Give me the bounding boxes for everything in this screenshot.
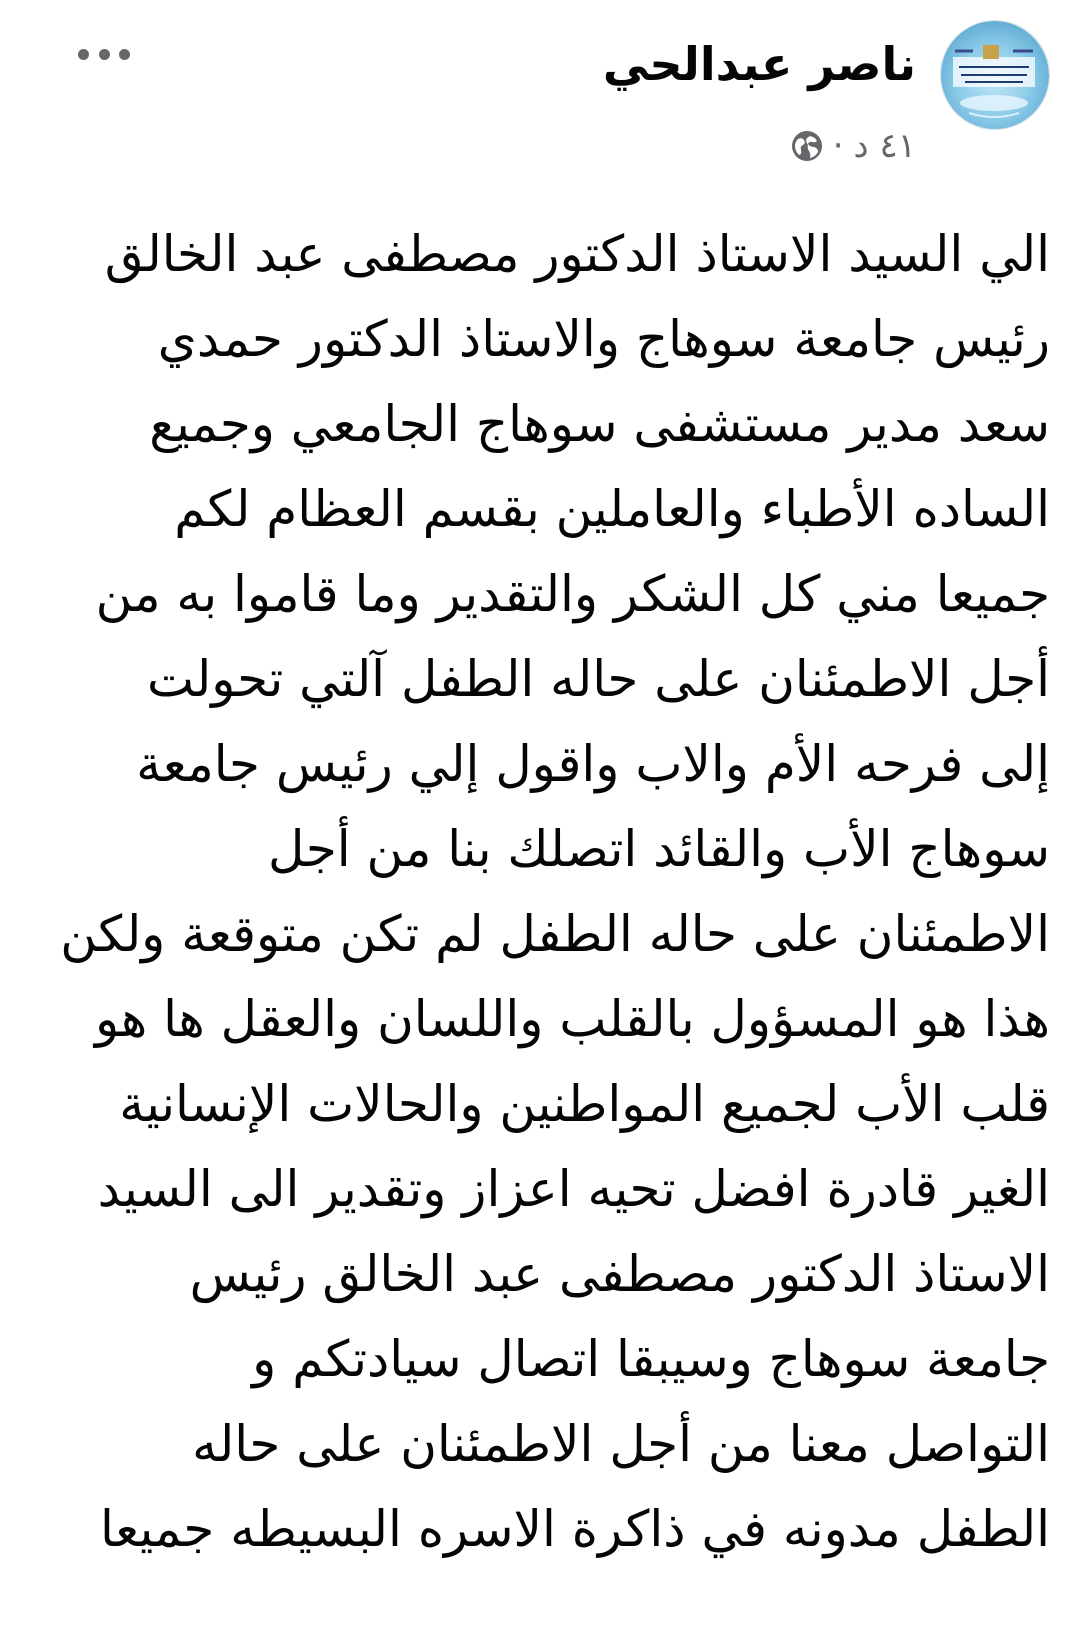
post-body-line: الاطمئنان على حاله الطفل لم تكن متوقعة ولكن (60, 905, 1050, 963)
post-body-line: هذا هو المسؤول بالقلب واللسان والعقل ها هو (95, 990, 1050, 1048)
more-options-icon-dot (99, 49, 110, 60)
post-body-line: الطفل مدونه في ذاكرة الاسره البسيطه جميعا (100, 1500, 1050, 1558)
post-meta (791, 124, 916, 168)
post-body-line: إلى فرحه الأم والاب واقول إلي رئيس جامعة (136, 735, 1050, 793)
post-body-line: رئيس جامعة سوهاج والاستاذ الدكتور حمدي (157, 310, 1050, 368)
post-body-line: أجل الاطمئنان على حاله الطفل آلتي تحولت (146, 650, 1050, 708)
post-body-line: الساده الأطباء والعاملين بقسم العظام لكم (174, 480, 1050, 538)
globe-icon[interactable] (791, 130, 823, 162)
post-body-line: سعد مدير مستشفى سوهاج الجامعي وجميع (149, 395, 1050, 453)
author-avatar[interactable] (940, 20, 1050, 130)
post-body-line: قلب الأب لجميع المواطنين والحالات الإنسانية (119, 1075, 1050, 1133)
post-body-line: الاستاذ الدكتور مصطفى عبد الخالق رئيس (189, 1245, 1050, 1303)
author-name[interactable]: ناصر عبدالحي (602, 37, 916, 91)
post-timestamp[interactable]: ٤١ د (853, 126, 916, 166)
post-header (30, 14, 1050, 174)
more-options-icon-dot (78, 49, 89, 60)
post-body-line: الغير قادرة افضل تحيه اعزاز وتقدير الى السيد (97, 1160, 1050, 1218)
page-logo-avatar-icon (940, 21, 1049, 130)
post-body-line: جميعا مني كل الشكر والتقدير وما قاموا به من (95, 565, 1050, 623)
post-body-line: سوهاج الأب والقائد اتصلك بنا من أجل (267, 820, 1050, 878)
post-body-line: الي السيد الاستاذ الدكتور مصطفى عبد الخالق (104, 225, 1050, 283)
more-options-icon-dot (119, 49, 130, 60)
more-options-button[interactable] (78, 44, 130, 64)
post-body-line: التواصل معنا من أجل الاطمئنان على حاله (192, 1415, 1050, 1473)
post-body-line: جامعة سوهاج وسيبقا اتصال سيادتكم و (252, 1330, 1050, 1388)
post-body (60, 212, 1050, 1572)
meta-separator: · (832, 126, 844, 166)
